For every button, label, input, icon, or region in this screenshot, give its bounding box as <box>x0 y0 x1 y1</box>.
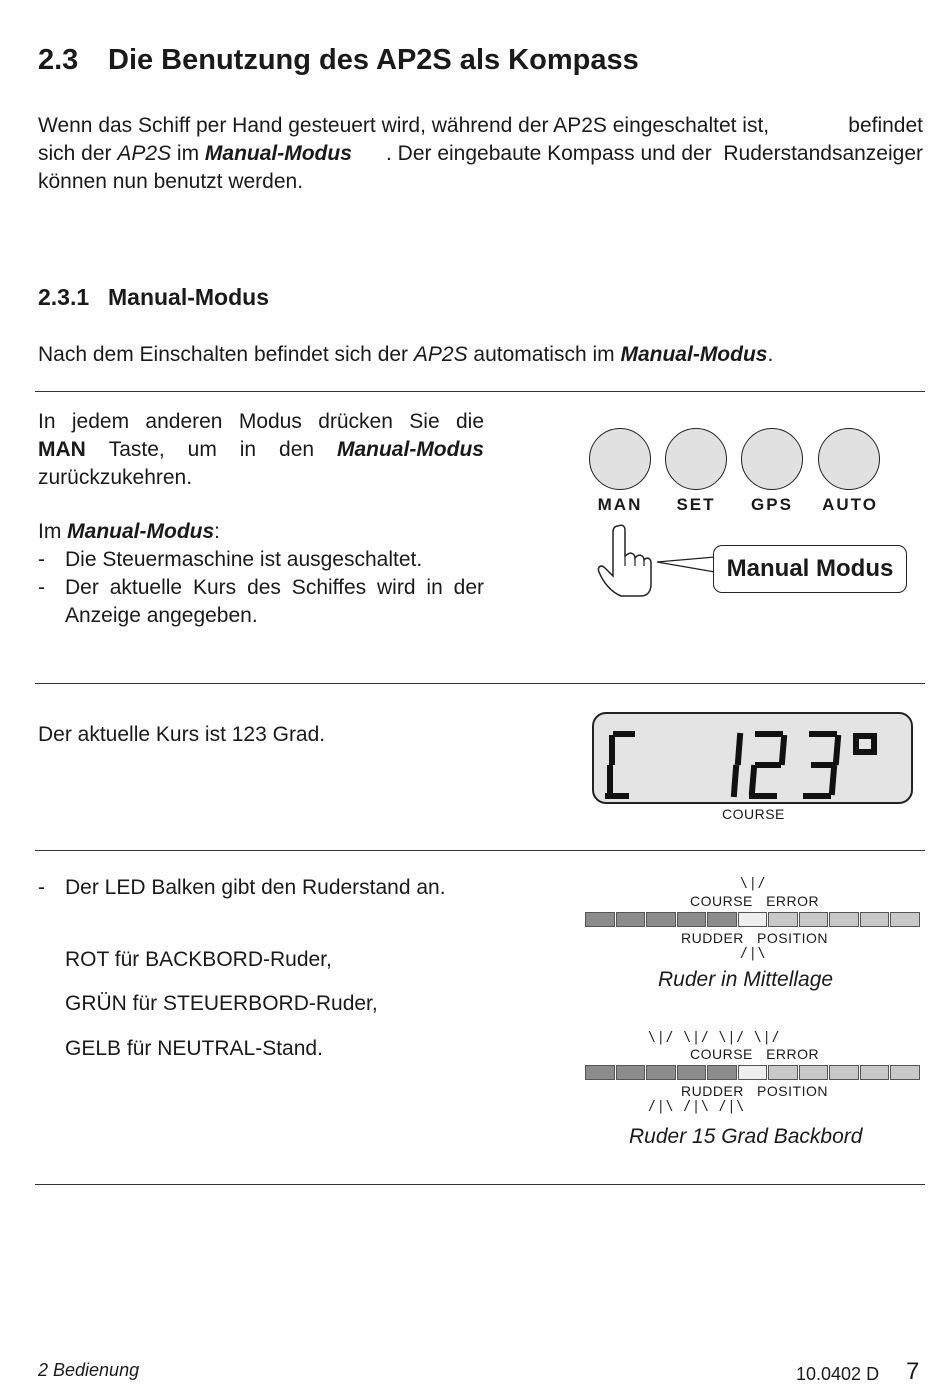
led-segment <box>707 912 737 927</box>
man-line-2 <box>38 436 484 464</box>
blink-ticks-icon: /|\ <box>740 946 767 961</box>
man-line-3: zurückzukehren. <box>38 466 193 489</box>
led-segment <box>738 912 768 927</box>
man-button-label: MAN <box>597 495 643 514</box>
led-segment <box>829 912 859 927</box>
mode-name: Manual-Modus <box>620 343 768 366</box>
bullet-dash: - <box>38 548 45 571</box>
divider <box>35 683 925 684</box>
section-title: Die Benutzung des AP2S als Kompass <box>108 44 639 76</box>
caption-backbord: Ruder 15 Grad Backbord <box>629 1125 863 1148</box>
set-button-label: SET <box>676 495 716 514</box>
led-yellow-text: GELB für NEUTRAL-Stand. <box>65 1037 323 1060</box>
led-segment <box>646 912 676 927</box>
course-error-label: COURSE ERROR <box>690 893 820 909</box>
led-segment <box>616 1065 646 1080</box>
subsection-number: 2.3.1 <box>38 284 90 310</box>
man-line-1: In jedem anderen Modus drücken Sie die <box>38 410 484 433</box>
bullet-dash: - <box>38 576 45 599</box>
intro-text: sich der <box>38 142 118 165</box>
intro-line-2-end: . Der eingebaute Kompass und der Ruderstandsanzeiger <box>386 142 923 165</box>
man-word-in: in <box>239 438 257 461</box>
device-name: AP2S <box>413 343 468 366</box>
led-segment <box>860 912 890 927</box>
intro-line-1-end: befindet <box>848 114 923 137</box>
intro-device-name: AP2S <box>117 142 172 165</box>
lcd-display <box>592 712 913 804</box>
lcd-course-label: COURSE <box>722 806 785 822</box>
auto-button[interactable] <box>818 428 880 490</box>
man-key: MAN <box>38 438 86 461</box>
led-segment <box>616 912 646 927</box>
led-segment <box>646 1065 676 1080</box>
bullet-2-cont: Anzeige angegeben. <box>65 604 258 627</box>
after-power-paragraph <box>38 341 773 369</box>
gps-button[interactable] <box>741 428 803 490</box>
text: automatisch im <box>467 343 621 366</box>
caption-mittellage: Ruder in Mittellage <box>658 968 834 991</box>
bullet-dash: - <box>38 876 45 899</box>
course-error-label: COURSE ERROR <box>690 1046 820 1062</box>
subsection-heading <box>38 284 269 311</box>
led-segment <box>829 1065 859 1080</box>
led-intro <box>38 874 446 902</box>
led-bar-backbord <box>585 1065 921 1079</box>
led-segment <box>799 912 829 927</box>
man-word-um: um <box>187 438 217 461</box>
set-button[interactable] <box>665 428 727 490</box>
rudder-position-label: RUDDER POSITION <box>681 1083 828 1099</box>
hand-pointer-icon <box>595 522 720 602</box>
bullet-text: Die Steuermaschine ist ausgeschaltet. <box>65 548 423 571</box>
led-segment <box>768 1065 798 1080</box>
text: Nach dem Einschalten befindet sich der <box>38 343 414 366</box>
subsection-title: Manual-Modus <box>108 284 269 310</box>
led-segment <box>707 1065 737 1080</box>
led-bar-mittellage <box>585 912 921 926</box>
man-instructions <box>38 408 484 630</box>
bullet-2 <box>38 574 484 602</box>
led-segment <box>677 912 707 927</box>
led-red-text: ROT für BACKBORD-Ruder, <box>65 948 332 971</box>
gps-button-label: GPS <box>751 495 793 514</box>
footer-code: 10.0402 D <box>796 1364 880 1384</box>
led-green-text: GRÜN für STEUERBORD-Ruder, <box>65 992 378 1015</box>
blink-ticks-icon: /|\ /|\ /|\ <box>648 1099 746 1114</box>
man-mode: Manual-Modus <box>336 438 484 461</box>
bullet-text: Der aktuelle Kurs des Schiffes wird in der <box>65 576 484 599</box>
led-segment <box>677 1065 707 1080</box>
intro-line-2-start <box>38 140 352 168</box>
bullet-1 <box>38 546 484 574</box>
lcd-digits <box>594 714 911 802</box>
led-segment <box>585 1065 615 1080</box>
rudder-position-label: RUDDER POSITION <box>681 930 828 946</box>
footer-chapter: 2 Bedienung <box>38 1360 140 1380</box>
text: . <box>767 343 774 366</box>
footer-page-number: 7 <box>906 1358 920 1385</box>
led-segment <box>799 1065 829 1080</box>
im-mode-line <box>38 518 484 546</box>
divider <box>35 1184 925 1185</box>
intro-paragraph <box>38 112 923 196</box>
divider <box>35 391 925 392</box>
led-segment <box>768 912 798 927</box>
section-number: 2.3 <box>38 44 79 76</box>
intro-mode-name: Manual-Modus <box>204 142 352 165</box>
led-intro-text: Der LED Balken gibt den Ruderstand an. <box>65 876 446 899</box>
led-segment <box>738 1065 768 1080</box>
man-word-taste: Taste, <box>108 438 165 461</box>
section-heading <box>38 44 639 77</box>
text: Im <box>38 520 68 543</box>
course-text: Der aktuelle Kurs ist 123 Grad. <box>38 723 326 746</box>
blink-ticks-icon: \|/ \|/ \|/ \|/ <box>648 1030 781 1045</box>
man-button[interactable] <box>589 428 651 490</box>
led-segment <box>860 1065 890 1080</box>
led-segment <box>585 912 615 927</box>
manual-modus-callout: Manual Modus <box>713 545 907 593</box>
mode-name: Manual-Modus <box>67 520 215 543</box>
blink-ticks-icon: \|/ <box>740 876 767 891</box>
text: : <box>214 520 221 543</box>
man-word-den: den <box>279 438 315 461</box>
intro-text: im <box>171 142 205 165</box>
led-segment <box>890 1065 920 1080</box>
intro-line-3: können nun benutzt werden. <box>38 170 304 193</box>
auto-button-label: AUTO <box>822 495 878 514</box>
led-segment <box>890 912 920 927</box>
divider <box>35 850 925 851</box>
intro-line-1: Wenn das Schiff per Hand gesteuert wird, während der AP2S eingeschaltet ist, <box>38 114 770 137</box>
